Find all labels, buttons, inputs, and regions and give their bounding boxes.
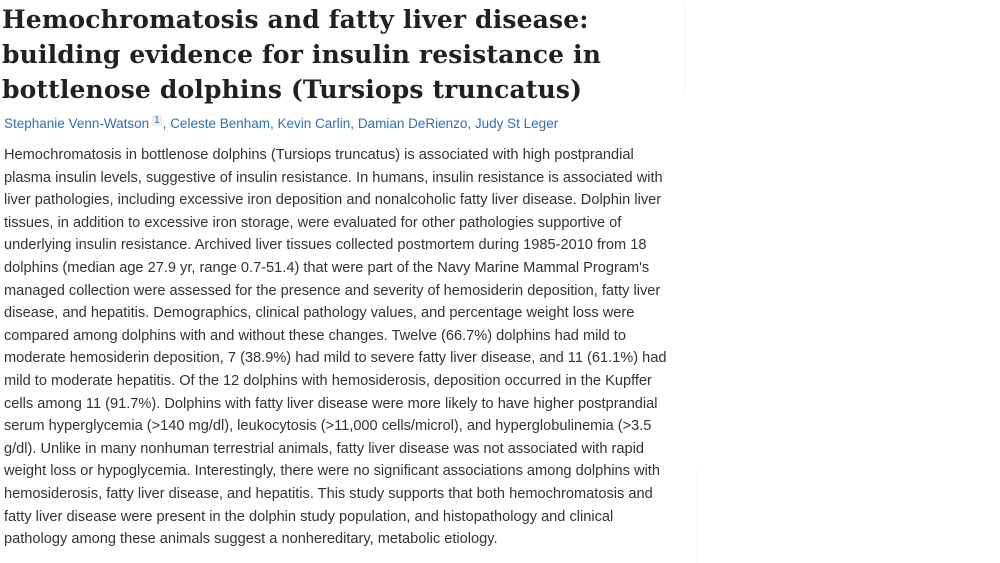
author-list — [4, 114, 690, 134]
author-separator: , — [467, 116, 475, 131]
content-edge-divider-bottom — [697, 470, 698, 563]
author-link[interactable]: Celeste Benham — [170, 116, 270, 131]
author-link[interactable]: Damian DeRienzo — [357, 116, 468, 131]
article-title: Hemochromatosis and fatty liver disease: building evidence for insulin resistance in bottlenose dolphins (Tursiops truncatus) — [2, 5, 602, 104]
author-link[interactable]: Judy St Leger — [474, 116, 559, 131]
author-link[interactable]: Kevin Carlin — [277, 116, 351, 131]
author-separator: , — [350, 116, 358, 131]
author-separator: , — [162, 116, 171, 131]
author-separator: , — [270, 116, 278, 131]
abstract-text: Hemochromatosis in bottlenose dolphins (Tursiops truncatus) is associated with high postprandial plasma insulin levels, suggestive of insulin resistance. In humans, insulin resistance is associated with liver pathologies, including excessive iron deposition and nonalcoholic fatty liver disease. Dolphin liver tissues, in addition to excessive iron storage, were evaluated for other pathologies supportive of underlying insulin resistance. Archived liver tissues collected postmortem during 1985-2010 from 18 dolphins (median age 27.9 yr, range 0.7-51.4) that were part of the Navy Marine Mammal Program's managed collection were assessed for the presence and severity of hemosiderin deposition, fatty liver disease, and hepatitis. Demographics, clinical pathology values, and percentage weight loss were compared among dolphins with and without these changes. Twelve (66.7%) dolphins had mild to moderate hemosiderin deposition, 7 (38.9%) had mild to severe fatty liver disease, and 11 (61.1%) had mild to moderate hepatitis. Of the 12 dolphins with hemosiderosis, deposition occurred in the Kupffer cells among 11 (91.7%). Dolphins with fatty liver disease were more likely to have higher postprandial serum hyperglycemia (>140 mg/dl), leukocytosis (>11,000 cells/microl), and hyperglobulinemia (>3.5 g/dl). Unlike in many nonhuman terrestrial animals, fatty liver disease was not associated with rapid weight loss or hypoglycemia. Interestingly, there were no significant associations among dolphins with hemosiderosis, fatty liver disease, and hepatitis. This study supports that both hemochromatosis and fatty liver disease were present in the dolphin study population, and histopathology and clinical pathology among these animals suggest a nonhereditary, metabolic etiology. — [4, 147, 667, 548]
author-link[interactable]: Stephanie Venn-Watson — [4, 116, 150, 131]
affiliation-marker[interactable]: 1 — [154, 115, 160, 126]
